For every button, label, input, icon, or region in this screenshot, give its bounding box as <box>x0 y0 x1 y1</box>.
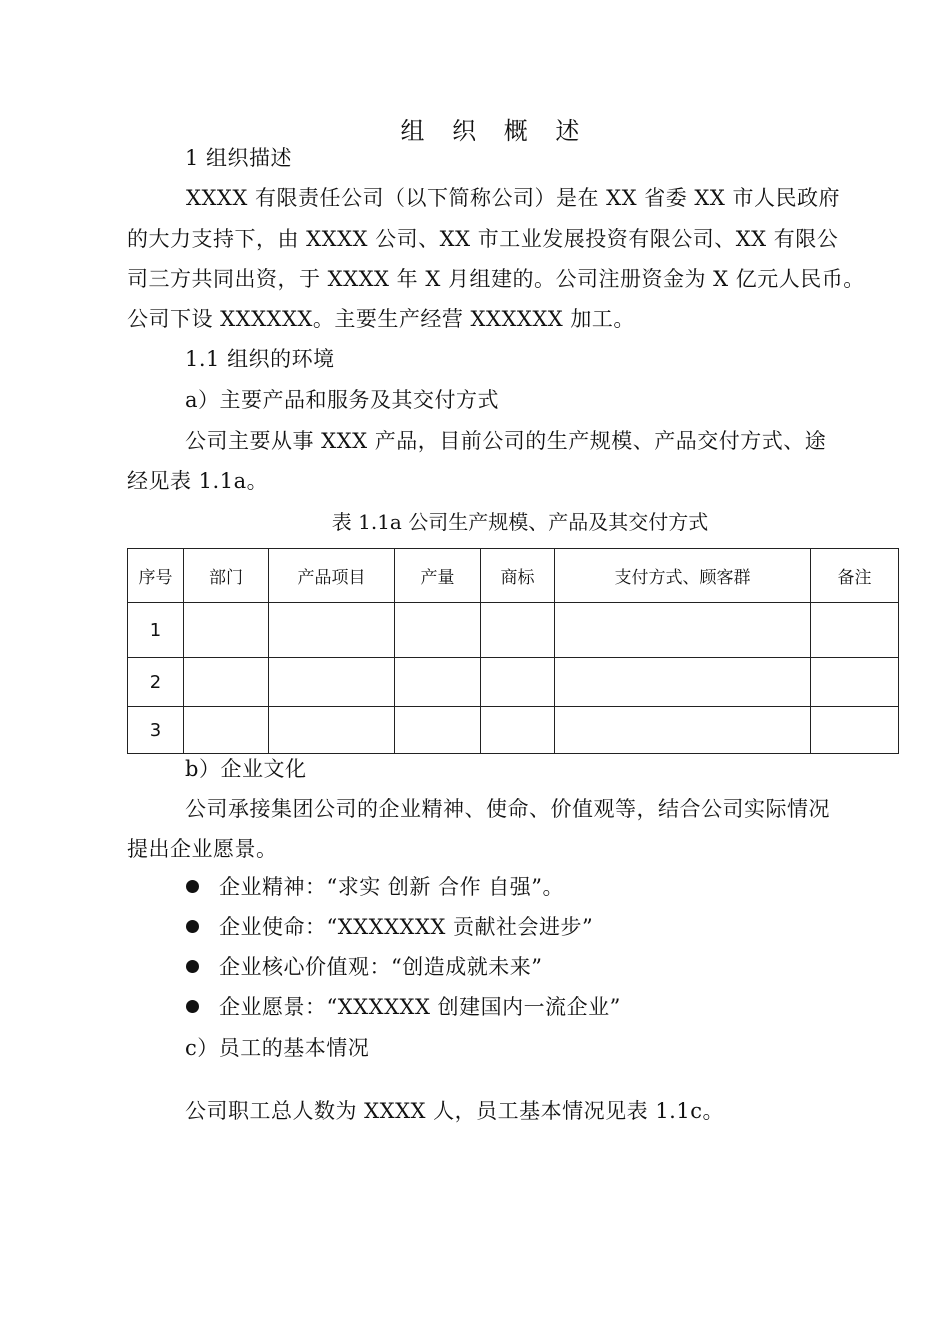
culture-bullet-mission: 企业使命：“XXXXXXX 贡献社会进步” <box>219 915 594 939</box>
table-cell <box>184 658 269 707</box>
culture-bullet-spirit: 企业精神：“求实 创新 合作 自强”。 <box>219 875 564 899</box>
table-cell <box>555 707 811 754</box>
intro-line-3: 司三方共同出资，于 XXXX 年 X 月组建的。公司注册资金为 X 亿元人民币。 <box>127 267 865 291</box>
item-b-heading: b）企业文化 <box>185 757 307 781</box>
intro-line-2: 的大力支持下，由 XXXX 公司、XX 市工业发展投资有限公司、XX 有限公 <box>127 227 839 251</box>
intro-line-1: XXXX 有限责任公司（以下简称公司）是在 XX 省委 XX 市人民政府 <box>186 186 840 210</box>
table-header-row <box>128 549 899 603</box>
item-a-heading: a）主要产品和服务及其交付方式 <box>185 388 500 412</box>
item-b-line-1: 公司承接集团公司的企业精神、使命、价值观等，结合公司实际情况 <box>185 797 830 821</box>
bullet-icon <box>186 920 199 933</box>
production-table <box>127 548 899 754</box>
section-heading-1-1: 1.1 组织的环境 <box>185 347 335 371</box>
table-cell <box>395 603 481 658</box>
intro-line-4: 公司下设 XXXXXX。主要生产经营 XXXXXX 加工。 <box>127 307 635 331</box>
header-cell-output: 产量 <box>395 549 481 603</box>
table-cell <box>811 707 899 754</box>
table-cell <box>269 603 395 658</box>
table-row <box>128 658 899 707</box>
table-cell <box>184 707 269 754</box>
header-cell-department: 部门 <box>184 549 269 603</box>
item-b-line-2: 提出企业愿景。 <box>127 837 278 861</box>
bullet-icon <box>186 880 199 893</box>
page-title: 组 织 概 述 <box>400 117 590 145</box>
table-cell <box>269 658 395 707</box>
table-caption: 表 1.1a 公司生产规模、产品及其交付方式 <box>331 510 709 534</box>
header-cell-index: 序号 <box>128 549 184 603</box>
table-cell <box>555 603 811 658</box>
header-cell-trademark: 商标 <box>481 549 555 603</box>
header-cell-notes: 备注 <box>811 549 899 603</box>
bullet-icon <box>186 1000 199 1013</box>
culture-bullet-vision: 企业愿景：“XXXXXX 创建国内一流企业” <box>219 995 621 1019</box>
table-cell <box>811 603 899 658</box>
item-a-line-1: 公司主要从事 XXX 产品，目前公司的生产规模、产品交付方式、途 <box>185 429 827 453</box>
table-row <box>128 707 899 754</box>
table-cell <box>269 707 395 754</box>
header-cell-product: 产品项目 <box>269 549 395 603</box>
bullet-icon <box>186 960 199 973</box>
item-c-heading: c）员工的基本情况 <box>185 1036 370 1060</box>
header-cell-payment: 支付方式、顾客群 <box>555 549 811 603</box>
table-cell <box>395 707 481 754</box>
table-row <box>128 603 899 658</box>
section-heading-1: 1 组织描述 <box>185 146 293 170</box>
table-cell: 3 <box>128 707 184 754</box>
table-cell <box>184 603 269 658</box>
table-cell <box>481 658 555 707</box>
item-c-line-1: 公司职工总人数为 XXXX 人，员工基本情况见表 1.1c。 <box>185 1099 724 1123</box>
table-cell: 2 <box>128 658 184 707</box>
table-cell <box>395 658 481 707</box>
table-cell <box>481 707 555 754</box>
table-cell <box>811 658 899 707</box>
table-cell <box>555 658 811 707</box>
table-cell: 1 <box>128 603 184 658</box>
table-cell <box>481 603 555 658</box>
item-a-line-2: 经见表 1.1a。 <box>127 469 269 493</box>
culture-bullet-values: 企业核心价值观：“创造成就未来” <box>219 955 543 979</box>
